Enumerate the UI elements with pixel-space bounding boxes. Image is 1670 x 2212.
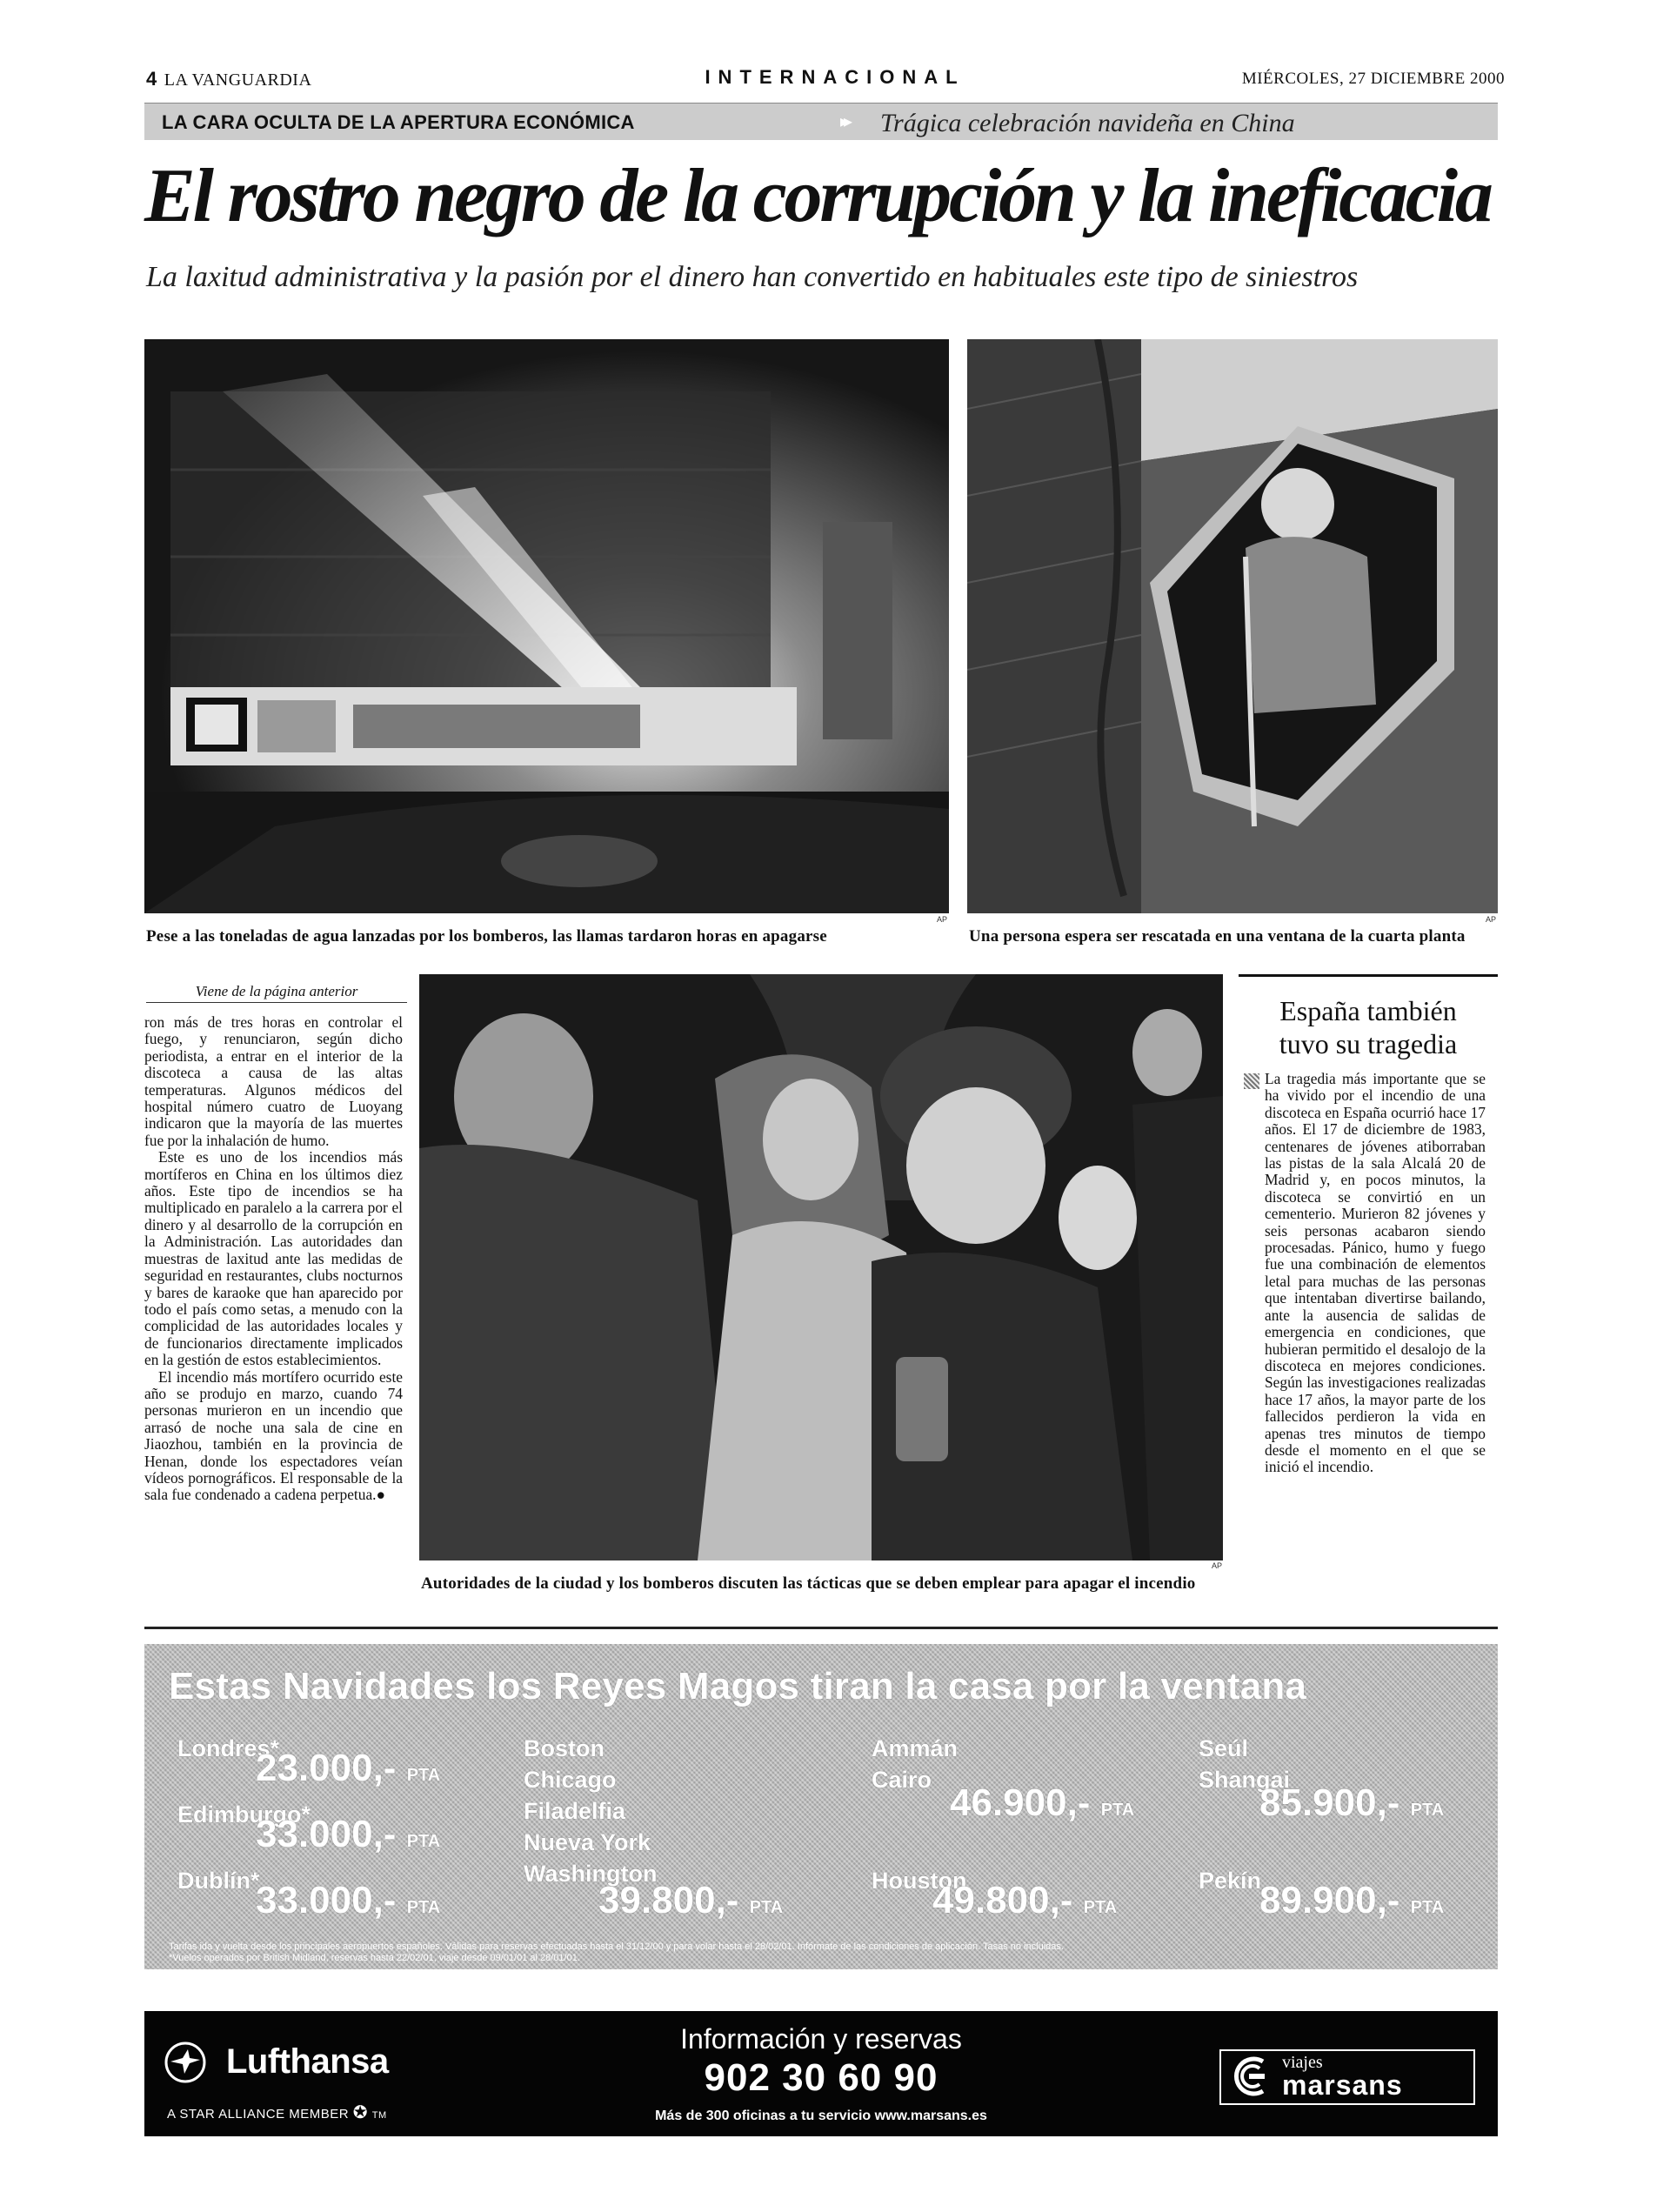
ad-city-filadelfia: Filadelfia bbox=[524, 1798, 626, 1824]
star-alliance-icon: ✪ bbox=[352, 2103, 369, 2122]
photo-credit-1: AP bbox=[937, 915, 948, 924]
photo-window-rescue bbox=[967, 339, 1498, 913]
marsans-emblem-icon bbox=[1228, 2056, 1272, 2096]
ad-price-dublin bbox=[256, 1879, 440, 1922]
ad-cities-middle-east bbox=[872, 1733, 958, 1795]
kicker-topic: LA CARA OCULTA DE LA APERTURA ECONÓMICA bbox=[162, 111, 635, 133]
ad-price-usa bbox=[598, 1879, 783, 1922]
ad-fine-print-2: *Vuelos operados por British Midland, reservas hasta 22/02/01, viaje desde 09/01/01 al 28/01/01. bbox=[169, 1953, 580, 1963]
issue-date: MIÉRCOLES, 27 DICIEMBRE 2000 bbox=[1241, 70, 1505, 88]
continued-from: Viene de la página anterior bbox=[146, 983, 407, 1003]
sidebar-box bbox=[1239, 974, 1498, 1476]
article-paragraph-3: El incendio más mortífero ocurrido este año se produjo en marzo, cuando 74 personas murieron en un incendio que arrasó de noche una sala de cine en Jiaozhou, también en la provincia de Henan, donde los espectadores veían vídeos pornográficos. El responsable de la sala fue condenado a cadena perpetua.● bbox=[144, 1367, 403, 1504]
ad-currency: PTA bbox=[1410, 1801, 1445, 1820]
ad-city-edinburgh: Edimburgo* bbox=[177, 1801, 311, 1828]
ad-currency: PTA bbox=[406, 1766, 441, 1785]
ad-price-value: 33.000,- bbox=[256, 1813, 397, 1855]
ad-price-value: 49.800,- bbox=[932, 1879, 1073, 1921]
ad-title: Estas Navidades los Reyes Magos tiran la casa por la ventana bbox=[169, 1665, 1307, 1707]
photo-caption-3: Autoridades de la ciudad y los bomberos discuten las tácticas que se deben emplear para apagar el incendio bbox=[421, 1574, 1196, 1593]
ad-city-washington: Washington bbox=[524, 1861, 658, 1887]
kicker-bar bbox=[144, 103, 1498, 140]
ad-price-middle-east bbox=[950, 1781, 1134, 1825]
ad-currency: PTA bbox=[406, 1898, 441, 1917]
ad-price-beijing bbox=[1259, 1879, 1444, 1922]
ad-fine-print bbox=[169, 1941, 1064, 1964]
section-name: INTERNACIONAL bbox=[705, 66, 965, 88]
ad-currency: PTA bbox=[749, 1898, 784, 1917]
marsans-logo bbox=[1219, 2049, 1475, 2105]
ad-price-edinburgh bbox=[256, 1813, 440, 1856]
ad-city-seoul: Seúl bbox=[1199, 1735, 1249, 1761]
article-body bbox=[144, 1014, 403, 1504]
ad-city-new-york: Nueva York bbox=[524, 1829, 651, 1855]
ad-price-value: 23.000,- bbox=[256, 1747, 397, 1789]
photo-caption-1: Pese a las toneladas de agua lanzadas por los bomberos, las llamas tardaron horas en apagarse bbox=[146, 927, 827, 946]
photo-credit-2: AP bbox=[1486, 915, 1497, 924]
ad-city-amman: Ammán bbox=[872, 1735, 959, 1761]
ad-currency: PTA bbox=[1100, 1801, 1135, 1820]
photo-credit-3: AP bbox=[1212, 1561, 1223, 1570]
paper-name: LA VANGUARDIA bbox=[164, 70, 312, 90]
marsans-name: marsans bbox=[1282, 2069, 1403, 2101]
ad-city-chicago: Chicago bbox=[524, 1767, 617, 1793]
travel-ad bbox=[144, 1644, 1498, 1969]
ad-city-houston: Houston bbox=[872, 1868, 967, 1894]
ad-price-value: 89.900,- bbox=[1259, 1879, 1400, 1921]
offices-text: Más de 300 oficinas a tu servicio www.marsans.es bbox=[655, 2108, 987, 2123]
ad-top-rule bbox=[144, 1627, 1498, 1629]
sidebar-title bbox=[1239, 994, 1498, 1060]
sidebar-body bbox=[1239, 1071, 1498, 1476]
sidebar-title-line1: España también bbox=[1279, 995, 1457, 1026]
bullet-square-icon bbox=[1244, 1073, 1259, 1089]
ad-price-value: 46.900,- bbox=[950, 1781, 1091, 1824]
ad-currency: PTA bbox=[1083, 1898, 1118, 1917]
article-paragraph-2: Este es uno de los incendios más mortíferos en China en los últimos diez años. Este tipo de incendios se ha multiplicado en paralelo a la carrera por el dinero y al desarrollo de la corrupción en la Administración. Las autoridades dan muestras de laxitud ante las medidas de seguridad en restaurantes, clubs nocturnos y bares de karaoke que han aparecido por todo el país como setas, a menudo con la complicidad de las autoridades locales y de funcionarios directamente implicados en la gestión de estos establecimientos. bbox=[144, 1148, 403, 1369]
ad-price-value: 85.900,- bbox=[1259, 1781, 1400, 1824]
article-paragraph-1: ron más de tres horas en controlar el fuego, y renunciaron, según dicho periodista, a entrar en el interior de la discoteca a causa de las altas temperaturas. Algunos médicos del hospital número cuatro de Luoyang indicaron que la mayoría de las muertes fue por la inhalación de humo. bbox=[144, 1013, 403, 1149]
photo-window-rescue-image bbox=[967, 339, 1498, 913]
photo-officials-image bbox=[419, 974, 1223, 1560]
phone-number: 902 30 60 90 bbox=[704, 2056, 939, 2099]
photo-officials bbox=[419, 974, 1223, 1560]
sidebar-text: La tragedia más importante que se ha vivido por el incendio de una discoteca en España ocurrió hace 17 años. El 17 de diciembre de 1983, centenares de jóvenes atiborraban las pistas de la sala Alcalá 20 de Madrid y, en pocos minutos, la discoteca se convirtió en un cementerio. Murieron 82 jóvenes y seis personas acabaron siendo procesadas. Pánico, humo y fuego fue una combinación de elementos letal para muchas de las personas que intentaban divertirse bailando, ante la ausencia de salidas de emergencia en condiciones, que hubieran permitido el desalojo de la discoteca en mejores condiciones. Según las investigaciones realizadas hace 17 años, la mayor parte de los fallecidos perdieron la vida en apenas tres minutos de tiempo desde el momento en el que se inició el incendio. bbox=[1265, 1070, 1486, 1476]
ad-fine-print-1: Tarifas ida y vuelta desde los principales aeropuertos españoles. Válidas para reservas efectuadas hasta el 31/12/00 y para volar hasta el 28/02/01. Infórmate de las condiciones de aplicación. Tasas no incluidas. bbox=[169, 1941, 1064, 1952]
subheadline: La laxitud administrativa y la pasión por el dinero han convertido en habituales este tipo de siniestros bbox=[146, 261, 1359, 293]
ad-price-houston bbox=[932, 1879, 1117, 1922]
ad-cities-usa bbox=[524, 1733, 657, 1889]
photo-caption-2: Una persona espera ser rescatada en una ventana de la cuarta planta bbox=[969, 927, 1466, 946]
ad-city-cairo: Cairo bbox=[872, 1767, 932, 1793]
ad-contact-band bbox=[144, 2011, 1498, 2136]
headline: El rostro negro de la corrupción y la ineficacia bbox=[144, 154, 1491, 238]
ad-price-value: 33.000,- bbox=[256, 1879, 397, 1921]
photo-fire-building bbox=[144, 339, 949, 913]
ad-price-asia bbox=[1259, 1781, 1444, 1825]
sidebar-title-line2: tuvo su tragedia bbox=[1279, 1028, 1458, 1059]
info-label: Información y reservas bbox=[680, 2023, 962, 2055]
kicker-subtopic: Trágica celebración navideña en China bbox=[880, 109, 1295, 137]
ad-price-london bbox=[256, 1747, 440, 1790]
ad-currency: PTA bbox=[406, 1832, 441, 1851]
marsans-viajes: viajes bbox=[1282, 2053, 1323, 2072]
ad-city-beijing: Pekín bbox=[1199, 1868, 1262, 1894]
ad-currency: PTA bbox=[1410, 1898, 1445, 1917]
kicker-arrows-icon: ▸▸ bbox=[840, 110, 848, 131]
page-number: 4 bbox=[146, 68, 157, 90]
ad-city-shanghai: Shangai bbox=[1199, 1767, 1291, 1793]
trademark-text: TM bbox=[371, 2110, 387, 2121]
lufthansa-wordmark: Lufthansa bbox=[226, 2042, 389, 2081]
ad-price-value: 39.800,- bbox=[598, 1879, 739, 1921]
ad-city-london: Londres* bbox=[177, 1735, 280, 1761]
photo-fire-building-image bbox=[144, 339, 949, 913]
star-alliance-text: A STAR ALLIANCE MEMBER bbox=[167, 2107, 350, 2122]
ad-city-boston: Boston bbox=[524, 1735, 605, 1761]
ad-city-dublin: Dublín* bbox=[177, 1868, 260, 1894]
